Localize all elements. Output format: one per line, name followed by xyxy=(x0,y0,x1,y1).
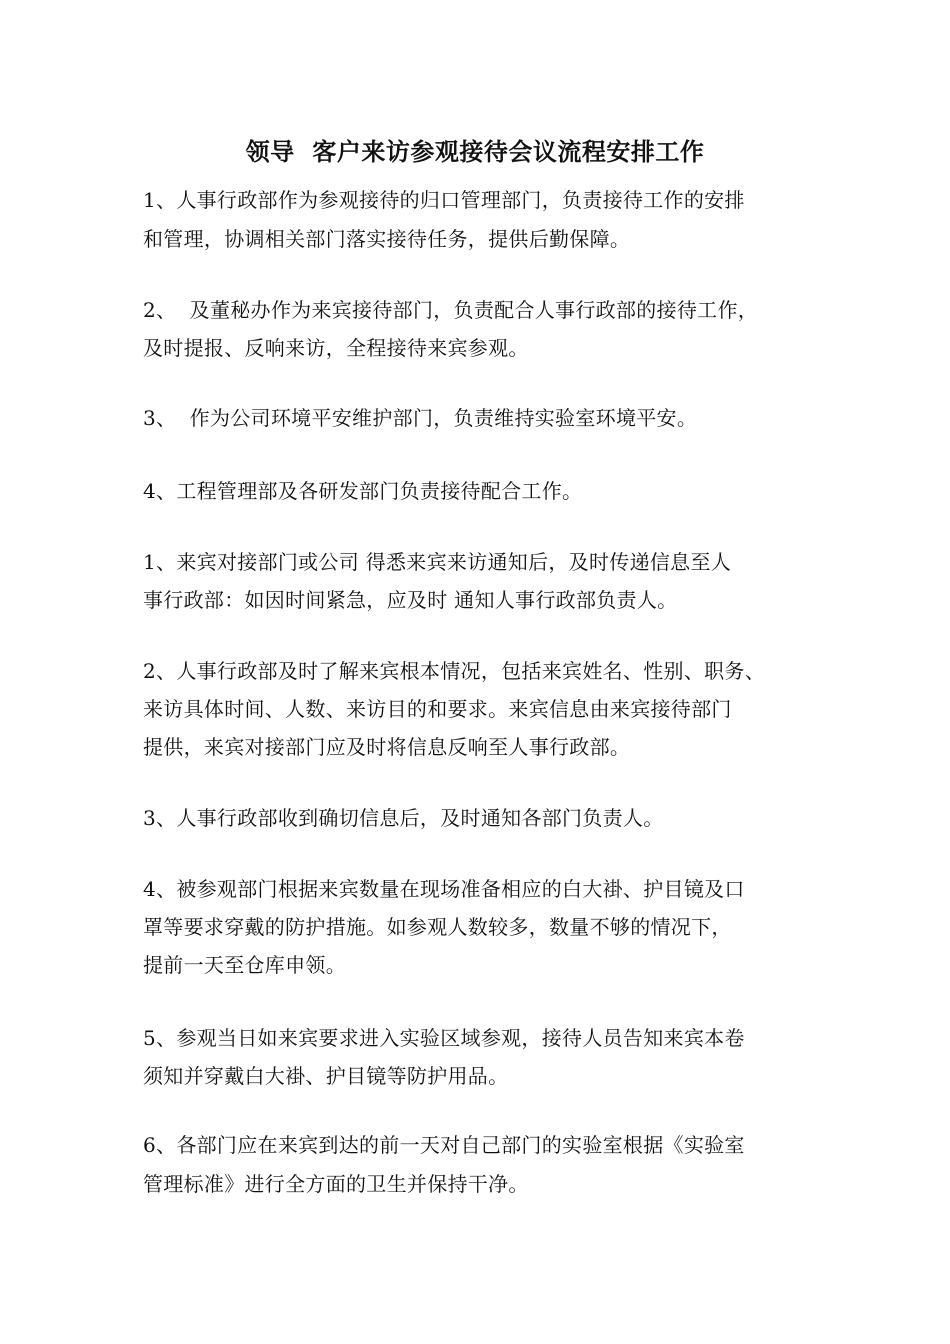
document-title: 领导 客户来访参观接待会议流程安排工作 xyxy=(245,137,705,166)
paragraph-line: 1、人事行政部作为参观接待的归口管理部门，负责接待工作的安排 xyxy=(143,188,745,212)
paragraph-line: 4、工程管理部及各研发部门负责接待配合工作。 xyxy=(143,479,583,503)
paragraph-line: 管理标准》进行全方面的卫生并保持干净。 xyxy=(143,1172,529,1196)
paragraph-line: 提前一天至仓库申领。 xyxy=(143,953,346,977)
paragraph-line: 事行政部：如因时间紧急，应及时 通知人事行政部负责人。 xyxy=(143,588,678,612)
paragraph-line: 须知并穿戴白大褂、护目镜等防护用品。 xyxy=(143,1064,509,1088)
paragraph-line: 及时提报、反响来访，全程接待来宾参观。 xyxy=(143,336,529,360)
paragraph-line: 3、 作为公司环境平安维护部门，负责维持实验室环境平安。 xyxy=(143,406,698,430)
paragraph-line: 和管理，协调相关部门落实接待任务，提供后勤保障。 xyxy=(143,227,631,251)
paragraph-line: 2、人事行政部及时了解来宾根本情况，包括来宾姓名、性别、职务、 xyxy=(143,659,766,683)
paragraph-line: 来访具体时间、人数、来访目的和要求。来宾信息由来宾接待部门 xyxy=(143,697,732,721)
paragraph-line: 罩等要求穿戴的防护措施。如参观人数较多，数量不够的情况下， xyxy=(143,915,732,939)
paragraph-line: 2、 及董秘办作为来宾接待部门，负责配合人事行政部的接待工作， xyxy=(143,298,759,322)
paragraph-line: 6、各部门应在来宾到达的前一天对自己部门的实验室根据《实验室 xyxy=(143,1133,745,1157)
paragraph-line: 1、来宾对接部门或公司 得悉来宾来访通知后，及时传递信息至人 xyxy=(143,550,732,574)
paragraph-line: 4、被参观部门根据来宾数量在现场准备相应的白大褂、护目镜及口 xyxy=(143,877,745,901)
paragraph-line: 3、人事行政部收到确切信息后，及时通知各部门负责人。 xyxy=(143,806,664,830)
paragraph-line: 5、参观当日如来宾要求进入实验区域参观，接待人员告知来宾本卷 xyxy=(143,1026,745,1050)
paragraph-line: 提供，来宾对接部门应及时将信息反响至人事行政部。 xyxy=(143,735,631,759)
